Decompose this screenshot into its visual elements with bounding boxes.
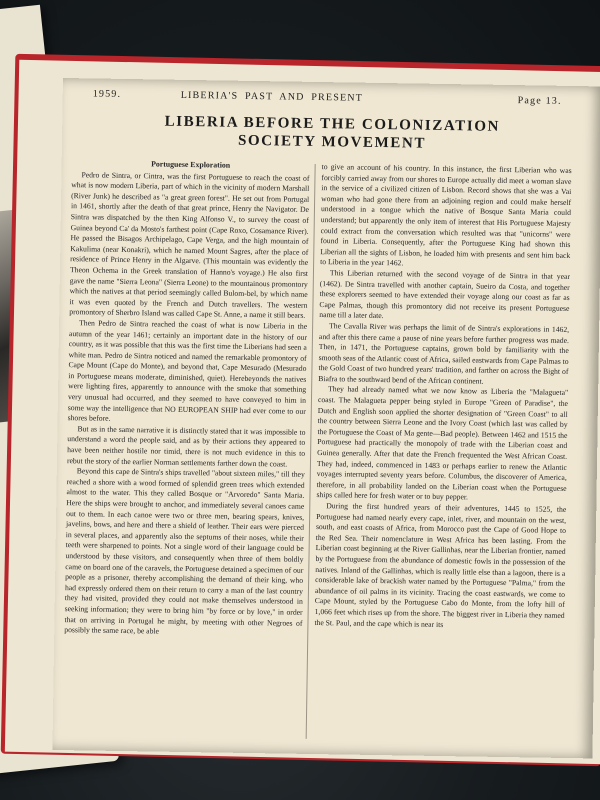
paragraph: to give an account of his country. In this instance, the first Liberian who was forcibly carried away from our shores to Europe actually did meet a woman slave in the service of a civilized citizen of Lisbon. Record shows that she was a Vai woman who had gone there from an adjoining region and could make herself understood in a tongue which the native of Bosque Santa Maria could understand; but apparently the only item of interest that His Portuguese Majesty could extract from the conversation which resulted was that "unicorns" were found in Liberia. Consequently, after the Portuguese King had shown this Liberian all the sights of Lisbon, he loaded him with presents and sent him back to Liberia in the year 1462.: [320, 162, 572, 268]
paragraph: Then Pedro de Sintra reached the coast of what is now Liberia in the autumn of the year 1461; certainly an important date in the history of our country, as it was possible that this was the first time the Liberians had seen a white man. Pedro de Sintra noticed and named the remarkable promontory of Cape Mount (Cape do Monte), and beyond that, Cape Mesurado (Mesurado in Portuguese means moderate, diminished, quiet). Herebeyonds the natives were lighting fires, apparently to announce with the smoke that something very unusual had occurred, and they seemed to have conveyed to him in some way the intelligence that NO EUROPEAN SHIP had ever come to our shores before.: [67, 318, 308, 424]
subheading: Portuguese Exploration: [151, 159, 231, 170]
paragraph: During the first hundred years of their adventures, 1445 to 1525, the Portuguese had named nearly every cape, inlet, river, and mountain on the west, south, and east coasts of Africa, from Morocco past the Cape of Good Hope to the Red Sea. Their nomenclature in West Africa has been lasting. From the Liberian coast beginning at the River Gallinhas, near the Liberian frontier, named by the Portuguese from the abundance of domestic fowls in the possession of the natives. Inland of the Gallinhas, which is really little else than a lagoon, there is a considerable lake of brackish water named by the Portuguese "Palma," from the abundance of oil palms in its vicinity. Tracing the coast eastwards, we come to Cape Mount, styled by the Portuguese Cabo do Monte, from the lofty hill of 1,066 feet which rises up from the shore. The biggest river in Liberia they named the St. Paul, and the cape which is near its: [314, 501, 567, 629]
paragraph: Beyond this cape de Sintra's ships travelled "about sixteen miles," till they reached a shore with a wood formed of splendid green trees which extended almost to the water. This they called Bosque or "Arvoredo" Santa Maria. Here the ships were brought to anchor, and immediately several canoes came out to them. In each canoe were two or three men, bearing spears, knives, javelins, bows, and here and there a shield of leather. Their ears were pierced in several places, and apparently also the septums of their noses, while their teeth were sharpened to points. Not a single word of their language could be understood by these visitors, and consequently when three of them boldly came on board one of the caravels, the Portuguese detained a specimen of our people as a prisoner, thereby accomplishing the demand of their king, who had expressly ordered them on their return to carry a man of the last country they had visited, provided they could not make themselves understood in seeking information; they were to bring him "by force or by love," in order that on arriving in Portugal he might, by meeting with other Negroes of possibly the same race, be able: [64, 466, 305, 636]
book-page: [52, 78, 600, 758]
right-column: [314, 162, 571, 632]
left-column: [64, 158, 309, 639]
article-title-line2: SOCIETY MOVEMENT: [237, 132, 427, 152]
running-title: LIBERIA'S PAST AND PRESENT: [180, 89, 364, 104]
header-year: 1959.: [92, 88, 122, 100]
page-number: Page 13.: [517, 95, 562, 107]
article-title-line1: LIBERIA BEFORE THE COLONIZATION: [164, 113, 501, 135]
paragraph: But as in the same narrative it is distinctly stated that it was impossible to understand a word the people said, and as by their actions they appeared to have been neither hostile nor timid, there is not much evidence in this to rebut the story of the earlier Norman settlements farther down the coast.: [66, 424, 306, 469]
paragraph: They had already named what we now know as Liberia the "Malagueta" coast. The Malagueta pepper being styled in Europe "Green of Paradise", the Dutch and English soon applied the shorter designation of "Green Coast" to all the country between Sierra Leone and the Ivory Coast (which last was called by the Portuguese the Coast of Ma gente—Bad people). Between 1462 and 1515 the Portuguese had practically the monopoly of trade with the Liberian coast and Guinea generally. After that date the French frequented the West African Coast. They had, indeed, commenced in 1483 or perhaps earlier to renew the Atlantic voyages interrupted seventy years before. Columbus, the discoverer of America, therefore, in all probability landed on the Liberian coast when the Portuguese ships called here for fresh water or to buy pepper.: [316, 384, 569, 502]
paragraph: The Cavalla River was perhaps the limit of de Sintra's explorations in 1462, and after this there came a pause of nine years before further progress was made. Then, in 1471, the Portuguese captains, grown bold by familiarity with the smooth seas of the Atlantic coast of Africa, sailed eastwards from Cape Palmas to the Gold Coast of two hundred years' tradition, and farther on across the Bight of Biafra to the southward bend of the African continent.: [318, 321, 570, 386]
paragraph: Pedro de Sintra, or Cintra, was the first Portuguese to reach the coast of what is now modern Liberia, part of which in the vicinity of modern Marshall (River Junk) he described as "a great green forest". He set out from Portugal in 1461, shortly after the death of that great prince, Henry the Navigator. De Sintra was dispatched by the then King Alfonso V., to survey the coast of Guinea beyond Ca' da Mosto's farthest point (Cape Roxo, Cosamance River). He passed the Bisagos Archipelago, Cape Verga, and the high mountain of Kakulima (near Konakri), which he named Mount Sagres, after the place of residence of Prince Henry in the Algarve. (This mountain was evidently the Theon Ochema in the Greek translation of Hanno's voyage.) He also first gave the name "Sierra Leona" (Sierra Leone) to the mountainous promontory which the natives at that period seemingly called Bulom-bel, by which name it was even quoted by the French and Dutch travellers. The western promontory of Sherbro Island was called Cape St. Anne, a name it still bears.: [69, 169, 310, 321]
paragraph: This Liberian returned with the second voyage of de Sintra in that year (1462). De Sintra travelled with another captain, Sueiro da Costa, and together these explorers seemed to have extended their voyage along our coast as far as Cape Palmas, though this promontory did not receive its present Portuguese name till a later date.: [319, 268, 571, 321]
